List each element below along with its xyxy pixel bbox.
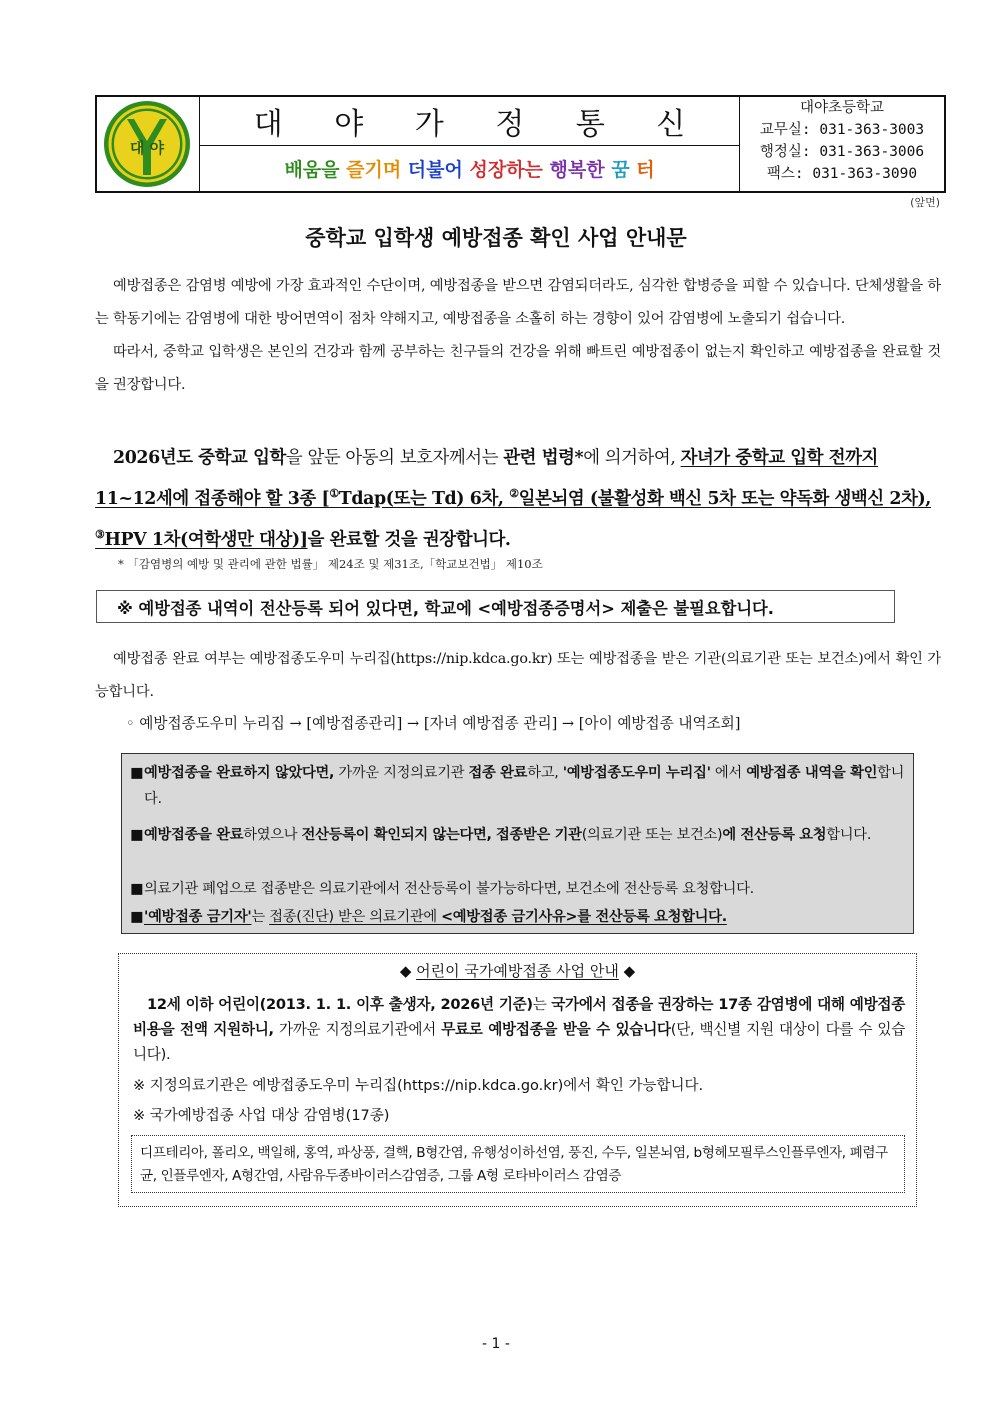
npip-part-4: 가까운 지정의료기관에서	[273, 1021, 442, 1038]
school-name: 대야초등학교	[799, 100, 885, 116]
key-je: 일본뇌염 (불활성화 백신 5차 또는 약독화 생백신 2차),	[518, 488, 931, 509]
check-section	[95, 643, 941, 709]
b1-part-2: 가까운 지정의료기관	[334, 765, 469, 781]
circle-1: ①	[329, 487, 339, 500]
b2-part-5: 접종받은 기관	[495, 827, 582, 843]
bullet-3	[130, 876, 906, 902]
law-footnote: * 「감염병의 예방 및 관리에 관한 법률」 제24조 및 제31조,「학교보건법」 제10조	[118, 557, 543, 571]
b4-part-4: <예방접종 금기사유>를 전산등록 요청합니다.	[441, 909, 727, 925]
square-bullet-icon: ■	[130, 909, 144, 925]
slogan-word-3: 더불어	[401, 159, 463, 181]
logo-cell	[97, 97, 200, 191]
slogan-word-2: 즐기며	[339, 159, 402, 181]
key-text-2: 에 의거하여,	[583, 448, 681, 468]
newsletter-header	[95, 95, 946, 193]
b1-part-7: 예방접종 내역을 확인	[746, 765, 878, 781]
key-law: 관련 법령*	[503, 448, 584, 468]
page-number: - 1 -	[482, 1336, 510, 1352]
circle-2: ②	[509, 487, 519, 500]
npip-part-6: (단, 백신별 지원 대상이 다를 수 있습니다).	[133, 1021, 905, 1063]
slogan-word-6: 꿈	[604, 159, 630, 181]
b2-part-1: 예방접종을 완료	[144, 827, 244, 843]
contact-admin: 행정실: 031-363-3006	[759, 144, 925, 160]
slogan-cell	[200, 146, 740, 191]
b3-text: 의료기관 폐업으로 접종받은 의료기관에서 전산등록이 불가능하다면, 보건소에 전산등록 요청합니다.	[144, 881, 754, 897]
key-text-1: 을 앞둔 아동의 보호자께서는	[285, 448, 504, 468]
b2-part-2: 하였으나	[243, 827, 302, 843]
b1-part-1: 예방접종을 완료하지 않았다면,	[144, 765, 335, 781]
school-logo	[97, 97, 198, 191]
contact-office: 교무실: 031-363-3003	[759, 122, 925, 138]
national-immunization-box	[118, 953, 917, 1207]
newsletter-title: 대 야 가 정 통 신	[253, 107, 707, 142]
slogan-word-1: 배움을	[284, 159, 340, 181]
npip-part-2: 는	[532, 996, 552, 1013]
intro-section	[95, 270, 941, 402]
npip-title-text: 어린이 국가예방접종 사업 안내	[416, 962, 619, 980]
b1-part-8: 합니다.	[144, 765, 905, 807]
intro-paragraph-2: 따라서, 중학교 입학생은 본인의 건강과 함께 공부하는 친구들의 건강을 위해 빠트린 예방접종이 없는지 확인하고 예방접종을 완료할 것을 권장합니다.	[95, 344, 941, 393]
contact-cell	[740, 97, 944, 191]
b2-part-6: (의료기관 또는 보건소)	[581, 827, 723, 843]
slogan-word-5: 행복한	[542, 159, 605, 181]
b1-part-4: 하고,	[527, 765, 563, 781]
diamond-icon: ◆	[399, 962, 417, 980]
bullet-2	[130, 822, 906, 848]
key-hpv: HPV 1차(여학생만 대상)]	[104, 529, 308, 550]
page-side-label: (앞면)	[910, 196, 940, 209]
bullet-4	[130, 904, 906, 930]
intro-paragraph-1: 예방접종은 감염병 예방에 가장 효과적인 수단이며, 예방접종을 받으면 감염되더라도, 심각한 합병증을 피할 수 있습니다. 단체생활을 하는 학동기에는 감염병에 대한 방어면역이 점차 약해지고, 예방접종을 소홀히 하는 경향이 있어 감염병에 노출되기 쉽습니다.	[95, 278, 941, 327]
square-bullet-icon: ■	[130, 881, 144, 897]
key-emph-1: 자녀가 중학교 입학 전까지 11~12세에 접종해야 할 3종 [	[95, 448, 878, 509]
key-closing: 을 완료할 것을 권장합니다.	[307, 529, 511, 550]
key-paragraph	[95, 440, 941, 558]
npip-part-5: 무료로 예방접종을 받을 수 있습니다	[441, 1021, 671, 1038]
npip-title	[119, 960, 916, 981]
b2-part-8: 합니다.	[826, 827, 872, 843]
slogan-word-7: 터	[629, 159, 655, 181]
document-title: 중학교 입학생 예방접종 확인 사업 안내문	[305, 225, 687, 250]
bullet-1	[130, 760, 906, 812]
b1-part-3: 접종 완료	[468, 765, 528, 781]
npip-note-clinics: ※ 지정의료기관은 예방접종도우미 누리집(https://nip.kdca.go.kr)에서 확인 가능합니다.	[133, 1078, 704, 1094]
square-bullet-icon: ■	[130, 827, 144, 843]
key-year: 2026년도 중학교 입학	[113, 448, 286, 468]
notice-box	[96, 590, 895, 623]
check-paragraph: 예방접종 완료 여부는 예방접종도우미 누리집(https://nip.kdca.go.kr) 또는 예방접종을 받은 기관(의료기관 또는 보건소)에서 확인 가능합니다.	[95, 651, 941, 700]
b4-part-3: 접종(진단) 받은 의료기관에	[269, 909, 442, 925]
npip-main-paragraph	[133, 992, 905, 1067]
square-bullet-icon: ■	[130, 765, 144, 781]
b1-part-5: '예방접종도우미 누리집'	[562, 765, 711, 781]
action-guide-box	[121, 753, 914, 934]
key-tdap: Tdap(또는 Td) 6차,	[338, 488, 510, 509]
npip-note-diseases: ※ 국가예방접종 사업 대상 감염병(17종)	[133, 1108, 390, 1124]
b2-part-7: 에 전산등록 요청	[722, 827, 827, 843]
b1-part-6: 에서	[710, 765, 747, 781]
contact-fax: 팩스: 031-363-3090	[766, 166, 918, 182]
disease-list: 디프테리아, 폴리오, 백일해, 홍역, 파상풍, 결핵, B형간염, 유행성이하선염, 풍진, 수두, 일본뇌염, b형헤모필루스인플루엔자, 폐렴구균, 인플루엔자, A형간염, 사람유두종바이러스감염증, 그룹 A형 로타바이러스 감염증	[131, 1135, 905, 1193]
slogan-word-4: 성장하는	[462, 159, 543, 181]
npip-part-1: 12세 이하 어린이(2013. 1. 1. 이후 출생자, 2026년 기준)	[147, 996, 533, 1013]
diamond-icon: ◆	[618, 962, 636, 980]
logo-text: 대 야	[129, 139, 165, 157]
b2-part-3: 전산등록이 확인되지 않는다면,	[301, 827, 492, 843]
navigation-path: ◦ 예방접종도우미 누리집 → [예방접종관리] → [자녀 예방접종 관리] → [아이 예방접종 내역조회]	[126, 715, 741, 732]
circle-3: ③	[95, 527, 105, 541]
b4-part-2: 는	[251, 909, 270, 925]
title-cell	[200, 97, 740, 146]
npip-part-3: 국가에서 접종을 권장하는 17종 감염병에 대해 예방접종 비용을 전액 지원하니,	[133, 996, 905, 1038]
notice-text: ※ 예방접종 내역이 전산등록 되어 있다면, 학교에 <예방접종증명서> 제출은 불필요합니다.	[117, 598, 774, 618]
b4-part-1: '예방접종 금기자'	[144, 909, 252, 925]
